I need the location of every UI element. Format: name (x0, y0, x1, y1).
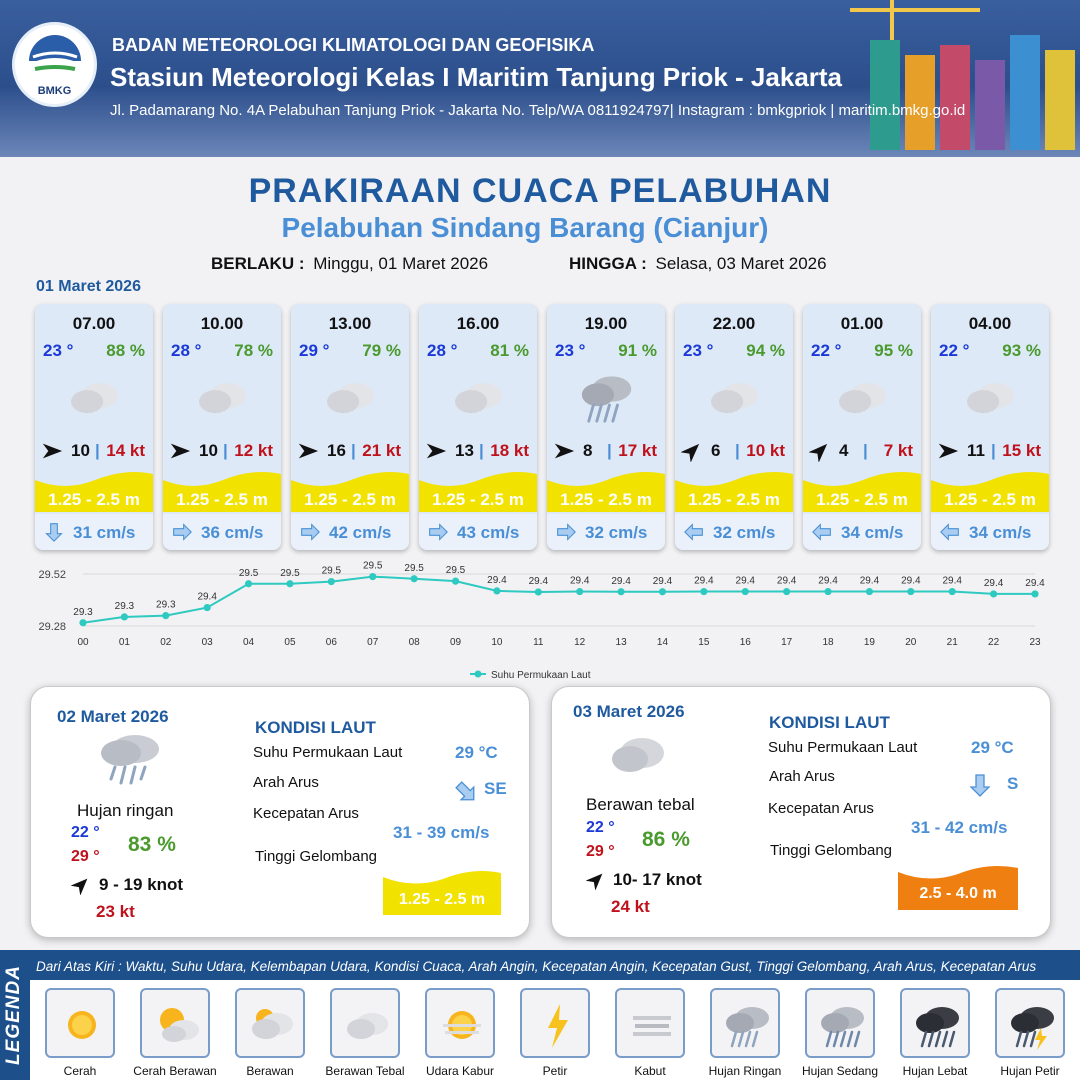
card-separator: | (95, 441, 100, 460)
card-separator: | (223, 441, 228, 460)
card-gust: 7 kt (883, 441, 913, 460)
wind-arrow-icon (425, 440, 447, 462)
card-temp: 22 ° (811, 341, 842, 360)
sst-data-label: 29.3 (114, 600, 135, 612)
card-wave: 1.25 - 2.5 m (688, 490, 780, 509)
card-humidity: 88 % (106, 341, 145, 360)
bmkg-logo (12, 22, 97, 107)
sst-point (866, 588, 873, 595)
card-current-speed: 36 cm/s (201, 523, 264, 542)
day3-wind-speed: 10- 17 knot (613, 870, 702, 889)
legend-item-label: Hujan Lebat (902, 1064, 968, 1078)
day2-condition: Hujan ringan (77, 801, 174, 820)
x-tick-label: 08 (408, 637, 420, 648)
x-tick-label: 15 (698, 637, 710, 648)
card-gust: 10 kt (746, 441, 785, 460)
x-tick-label: 03 (201, 637, 213, 648)
legend-item-label: Hujan Ringan (708, 1064, 782, 1078)
day2-sst-label: Suhu Permukaan Laut (253, 744, 403, 761)
forecast-card (35, 304, 153, 550)
legend-marker (475, 671, 482, 678)
card-humidity: 78 % (234, 341, 273, 360)
sst-point (783, 588, 790, 595)
valid-to (569, 254, 827, 274)
station-name: Stasiun Meteorologi Kelas I Maritim Tanjung Priok - Jakarta (110, 62, 843, 92)
card-wind-row (35, 440, 153, 462)
hujan-petir-icon (995, 988, 1065, 1058)
card-wind-speed: 11 (967, 441, 985, 460)
day3-wind-arrow-icon (586, 870, 606, 890)
wind-arrow-icon (681, 440, 703, 462)
day3-condition: Berawan tebal (586, 795, 695, 814)
card-current-speed: 43 cm/s (457, 523, 520, 542)
forecast-card (803, 304, 921, 550)
sst-data-label: 29.5 (445, 565, 466, 577)
sst-data-label: 29.4 (859, 575, 880, 587)
sst-data-label: 29.4 (1025, 577, 1045, 589)
x-tick-label: 22 (988, 637, 1000, 648)
card-gust: 12 kt (234, 441, 273, 460)
day2-gel-value: 1.25 - 2.5 m (398, 891, 486, 908)
legend-item-label: Udara Kabur (425, 1064, 495, 1078)
day2-current-arrow-icon (452, 778, 480, 806)
legend-item-label: Hujan Sedang (801, 1064, 879, 1078)
day2-temp-min: 22 ° (71, 824, 100, 841)
card-wind-row (803, 440, 921, 462)
page-title: PRAKIRAAN CUACA PELABUHAN (248, 172, 832, 210)
card-temp: 23 ° (683, 341, 714, 360)
legend-item-label: Hujan Petir (1000, 1064, 1060, 1078)
sst-data-label: 29.4 (776, 575, 797, 587)
card-current-speed: 34 cm/s (969, 523, 1032, 542)
legend-item-label: Cerah Berawan (133, 1064, 217, 1078)
day3-date: 03 Maret 2026 (573, 702, 685, 721)
card-wind-row (163, 440, 281, 462)
valid-from (211, 254, 488, 274)
card-temp: 23 ° (555, 341, 586, 360)
day3-kondisi-title: KONDISI LAUT (769, 713, 890, 732)
petir-icon (520, 988, 590, 1058)
wind-arrow-icon (809, 440, 831, 462)
sst-point (245, 580, 252, 587)
sst-data-label: 29.4 (901, 575, 921, 587)
x-tick-label: 04 (243, 637, 255, 648)
card-humidity: 94 % (746, 341, 785, 360)
sst-line (83, 574, 1035, 623)
udara-kabur-icon (425, 988, 495, 1058)
forecast-card (291, 304, 409, 550)
sst-point (990, 590, 997, 597)
current-arrow-icon (427, 522, 449, 542)
card-current-speed: 42 cm/s (329, 523, 392, 542)
sst-data-label: 29.4 (942, 575, 962, 587)
day3-wave-badge (898, 860, 1018, 910)
sst-point (949, 588, 956, 595)
sst-chart (30, 560, 1050, 685)
sst-data-label: 29.4 (569, 575, 590, 587)
day2-wind-speed: 9 - 19 knot (99, 875, 184, 894)
card-separator: | (351, 441, 356, 460)
berawan-tebal-icon (699, 366, 769, 428)
card-gust: 14 kt (106, 441, 145, 460)
x-tick-label: 12 (574, 637, 586, 648)
wind-arrow-icon (169, 440, 191, 462)
logo-text: BMKG (37, 85, 72, 97)
current-arrow-icon (939, 522, 961, 542)
day3-arus-label: Arah Arus (769, 768, 835, 785)
sst-point (162, 612, 169, 619)
x-tick-label: 00 (77, 637, 89, 648)
x-tick-label: 18 (822, 637, 834, 648)
card-separator: | (479, 441, 484, 460)
day2-kondisi-title: KONDISI LAUT (255, 718, 376, 737)
valid-from-label: BERLAKU : (211, 254, 305, 273)
day2-date: 02 Maret 2026 (57, 707, 169, 726)
x-tick-label: 19 (863, 637, 875, 648)
current-arrow-icon (171, 522, 193, 542)
card-gust: 17 kt (618, 441, 657, 460)
card-temp: 23 ° (43, 341, 74, 360)
card-wind-row (547, 440, 665, 462)
day3-sst-value: 29 °C (971, 738, 1014, 757)
x-tick-label: 21 (946, 637, 958, 648)
card-time: 07.00 (72, 314, 116, 333)
wind-arrow-icon (937, 440, 959, 462)
day3-kec-value: 31 - 42 cm/s (911, 818, 1008, 837)
card-current-speed: 32 cm/s (713, 523, 776, 542)
sst-data-label: 29.3 (73, 606, 93, 618)
card-current-speed: 31 cm/s (73, 523, 136, 542)
sst-data-label: 29.5 (404, 562, 424, 574)
card-separator: | (735, 441, 740, 460)
x-tick-label: 11 (533, 637, 544, 648)
x-tick-label: 05 (284, 637, 296, 648)
day3-kec-label: Kecepatan Arus (768, 800, 874, 817)
card-current-row (419, 514, 537, 550)
current-arrow-icon (43, 522, 65, 542)
valid-to-value: Selasa, 03 Maret 2026 (655, 254, 827, 273)
card-humidity: 95 % (874, 341, 913, 360)
day3-gel-value: 2.5 - 4.0 m (919, 885, 997, 902)
day2-sst-value: 29 °C (455, 743, 498, 762)
card-humidity: 79 % (362, 341, 401, 360)
card-current-row (803, 514, 921, 550)
x-tick-label: 02 (160, 637, 172, 648)
sst-data-label: 29.5 (363, 560, 383, 572)
sst-data-label: 29.5 (321, 565, 342, 577)
day2-kec-value: 31 - 39 cm/s (393, 823, 490, 842)
card-time: 19.00 (584, 314, 628, 333)
card-wind-speed: 10 (199, 441, 218, 460)
x-tick-label: 01 (118, 637, 130, 648)
day2-gust: 23 kt (96, 902, 135, 921)
card-wind-speed: 16 (327, 441, 346, 460)
station-address: Jl. Padamarang No. 4A Pelabuhan Tanjung Priok - Jakarta No. Telp/WA 0811924797| Instagram : bmkgpriok | maritim.bmkg.go.id (110, 102, 966, 119)
sst-point (369, 573, 376, 580)
sst-data-label: 29.4 (694, 575, 714, 587)
sst-point (493, 587, 500, 594)
day2-kec-label: Kecepatan Arus (253, 805, 359, 822)
card-wave: 1.25 - 2.5 m (816, 490, 908, 509)
day3-sst-label: Suhu Permukaan Laut (768, 739, 918, 756)
berawan-tebal-icon (330, 988, 400, 1058)
card-wave: 1.25 - 2.5 m (560, 490, 652, 509)
card-wave: 1.25 - 2.5 m (944, 490, 1036, 509)
card-current-row (547, 514, 665, 550)
card-wind-speed: 10 (71, 441, 90, 460)
sst-data-label: 29.4 (487, 574, 507, 586)
day2-wave-badge (383, 865, 501, 915)
forecast-card (547, 304, 665, 550)
y-tick-label: 29.28 (38, 621, 66, 633)
day2-gel-label: Tinggi Gelombang (255, 848, 378, 865)
card-wind-speed: 6 (711, 441, 721, 460)
card-humidity: 93 % (1002, 341, 1041, 360)
sst-point (700, 588, 707, 595)
sst-point (204, 604, 211, 611)
x-tick-label: 14 (656, 637, 669, 648)
card-time: 10.00 (200, 314, 244, 333)
sst-data-label: 29.3 (156, 599, 176, 611)
organization-name: BADAN METEOROLOGI KLIMATOLOGI DAN GEOFISIKA (112, 35, 595, 55)
sst-point (411, 575, 418, 582)
card-time: 01.00 (840, 314, 884, 333)
card-humidity: 81 % (490, 341, 529, 360)
x-tick-label: 16 (739, 637, 751, 648)
berawan-tebal-icon (187, 366, 257, 428)
valid-from-value: Minggu, 01 Maret 2026 (313, 254, 489, 273)
sst-data-label: 29.4 (611, 575, 631, 587)
day2-arus-label: Arah Arus (253, 774, 319, 791)
kabut-icon (615, 988, 685, 1058)
card-separator: | (863, 441, 868, 460)
card-time: 16.00 (456, 314, 500, 333)
day2-temp-max: 29 ° (71, 848, 100, 865)
x-tick-label: 10 (491, 637, 503, 648)
sst-point (121, 613, 128, 620)
sst-point (535, 588, 542, 595)
current-arrow-icon (555, 522, 577, 542)
sst-data-label: 29.5 (280, 567, 300, 579)
card-wind-speed: 13 (455, 441, 474, 460)
card-wind-row (419, 440, 537, 462)
berawan-tebal-icon (955, 366, 1025, 428)
cerah-berawan-icon (140, 988, 210, 1058)
wind-arrow-icon (41, 440, 63, 462)
day2-arus-value: SE (484, 779, 507, 798)
sst-chart-svg (30, 560, 1050, 685)
berawan-tebal-icon (59, 366, 129, 428)
port-illustration (830, 0, 1080, 157)
card-wind-speed: 4 (839, 441, 849, 460)
card-wind-row (291, 440, 409, 462)
x-tick-label: 06 (325, 637, 337, 648)
current-arrow-icon (299, 522, 321, 542)
x-tick-label: 07 (367, 637, 379, 648)
sst-point (79, 619, 86, 626)
berawan-tebal-icon (315, 366, 385, 428)
sst-point (328, 578, 335, 585)
day3-humidity: 86 % (642, 828, 690, 851)
legend-item-label: Petir (542, 1064, 568, 1078)
x-tick-label: 09 (449, 637, 462, 648)
legend-title: LEGENDA (3, 965, 24, 1065)
forecast-card (931, 304, 1049, 550)
day2-wind-arrow-icon (71, 875, 91, 895)
valid-to-label: HINGGA : (569, 254, 647, 273)
current-arrow-icon (811, 522, 833, 542)
hujan-ringan-icon (710, 988, 780, 1058)
sst-point (659, 588, 666, 595)
wind-arrow-icon (553, 440, 575, 462)
card-current-speed: 34 cm/s (841, 523, 904, 542)
card-current-row (675, 514, 793, 550)
sst-point (1031, 590, 1038, 597)
sst-point (742, 588, 749, 595)
legend-item-label: Berawan Tebal (325, 1064, 405, 1078)
legend-item-label: Cerah (63, 1064, 97, 1078)
sst-point (617, 588, 624, 595)
day3-gel-label: Tinggi Gelombang (770, 842, 893, 859)
forecast-card (163, 304, 281, 550)
card-time: 22.00 (712, 314, 756, 333)
x-tick-label: 17 (781, 637, 793, 648)
legend-label: Suhu Permukaan Laut (491, 670, 591, 681)
card-wind-row (675, 440, 793, 462)
card-current-row (931, 514, 1049, 550)
day2-humidity: 83 % (128, 833, 176, 856)
day3-temp-min: 22 ° (586, 819, 615, 836)
card-wave: 1.25 - 2.5 m (176, 490, 268, 509)
sst-data-label: 29.4 (652, 575, 673, 587)
card-wave: 1.25 - 2.5 m (48, 490, 140, 509)
card-time: 13.00 (328, 314, 372, 333)
day3-arus-value: S (1007, 774, 1019, 793)
card-humidity: 91 % (618, 341, 657, 360)
header-banner (0, 0, 1080, 157)
sst-data-label: 29.5 (238, 567, 259, 579)
hujan-lebat-icon (900, 988, 970, 1058)
card-gust: 18 kt (490, 441, 529, 460)
legend-item-label: Berawan (246, 1064, 294, 1078)
card-gust: 21 kt (362, 441, 401, 460)
card-temp: 28 ° (171, 341, 202, 360)
day3-current-arrow-icon (966, 771, 994, 799)
legend-item-label: Kabut (634, 1064, 666, 1078)
card-temp: 22 ° (939, 341, 970, 360)
forecast-card (675, 304, 793, 550)
berawan-icon (235, 988, 305, 1058)
sst-data-label: 29.4 (197, 591, 217, 603)
wind-arrow-icon (297, 440, 319, 462)
port-name: Pelabuhan Sindang Barang (Cianjur) (281, 212, 769, 243)
day2-panel (30, 686, 530, 938)
card-current-row (163, 514, 281, 550)
sst-point (286, 580, 293, 587)
card-current-speed: 32 cm/s (585, 523, 648, 542)
card-current-row (291, 514, 409, 550)
hujan-ringan-icon (571, 366, 641, 428)
sst-data-label: 29.4 (818, 575, 838, 587)
sst-point (452, 578, 459, 585)
card-wind-speed: 8 (583, 441, 593, 460)
hujan-sedang-icon (805, 988, 875, 1058)
berawan-tebal-icon (827, 366, 897, 428)
card-separator: | (991, 441, 996, 460)
card-temp: 29 ° (299, 341, 330, 360)
x-tick-label: 23 (1029, 637, 1041, 648)
day2-weather-icon (91, 729, 171, 796)
day3-weather-icon (608, 733, 668, 784)
x-tick-label: 13 (615, 637, 627, 648)
day1-date: 01 Maret 2026 (36, 278, 141, 295)
sst-point (824, 588, 831, 595)
card-wave: 1.25 - 2.5 m (304, 490, 396, 509)
card-current-row (35, 514, 153, 550)
berawan-tebal-icon (443, 366, 513, 428)
y-tick-label: 29.52 (38, 569, 66, 581)
day3-panel (551, 686, 1051, 938)
sst-point (576, 588, 583, 595)
card-temp: 28 ° (427, 341, 458, 360)
x-tick-label: 20 (905, 637, 917, 648)
card-wave: 1.25 - 2.5 m (432, 490, 524, 509)
legend-description: Dari Atas Kiri : Waktu, Suhu Udara, Kelembapan Udara, Kondisi Cuaca, Arah Angin, Kecepatan Angin, Kecepatan Gust, Tinggi Gelombang, Arah Arus, Kecepatan Arus (36, 959, 1037, 974)
card-gust: 15 kt (1002, 441, 1041, 460)
current-arrow-icon (683, 522, 705, 542)
day3-temp-max: 29 ° (586, 843, 615, 860)
card-separator: | (607, 441, 612, 460)
card-time: 04.00 (968, 314, 1012, 333)
card-wind-row (931, 440, 1049, 462)
sst-data-label: 29.4 (735, 575, 755, 587)
sst-data-label: 29.4 (983, 577, 1004, 589)
day3-gust: 24 kt (611, 897, 650, 916)
sst-point (907, 588, 914, 595)
forecast-card (419, 304, 537, 550)
sst-data-label: 29.4 (528, 575, 549, 587)
cerah-icon (45, 988, 115, 1058)
